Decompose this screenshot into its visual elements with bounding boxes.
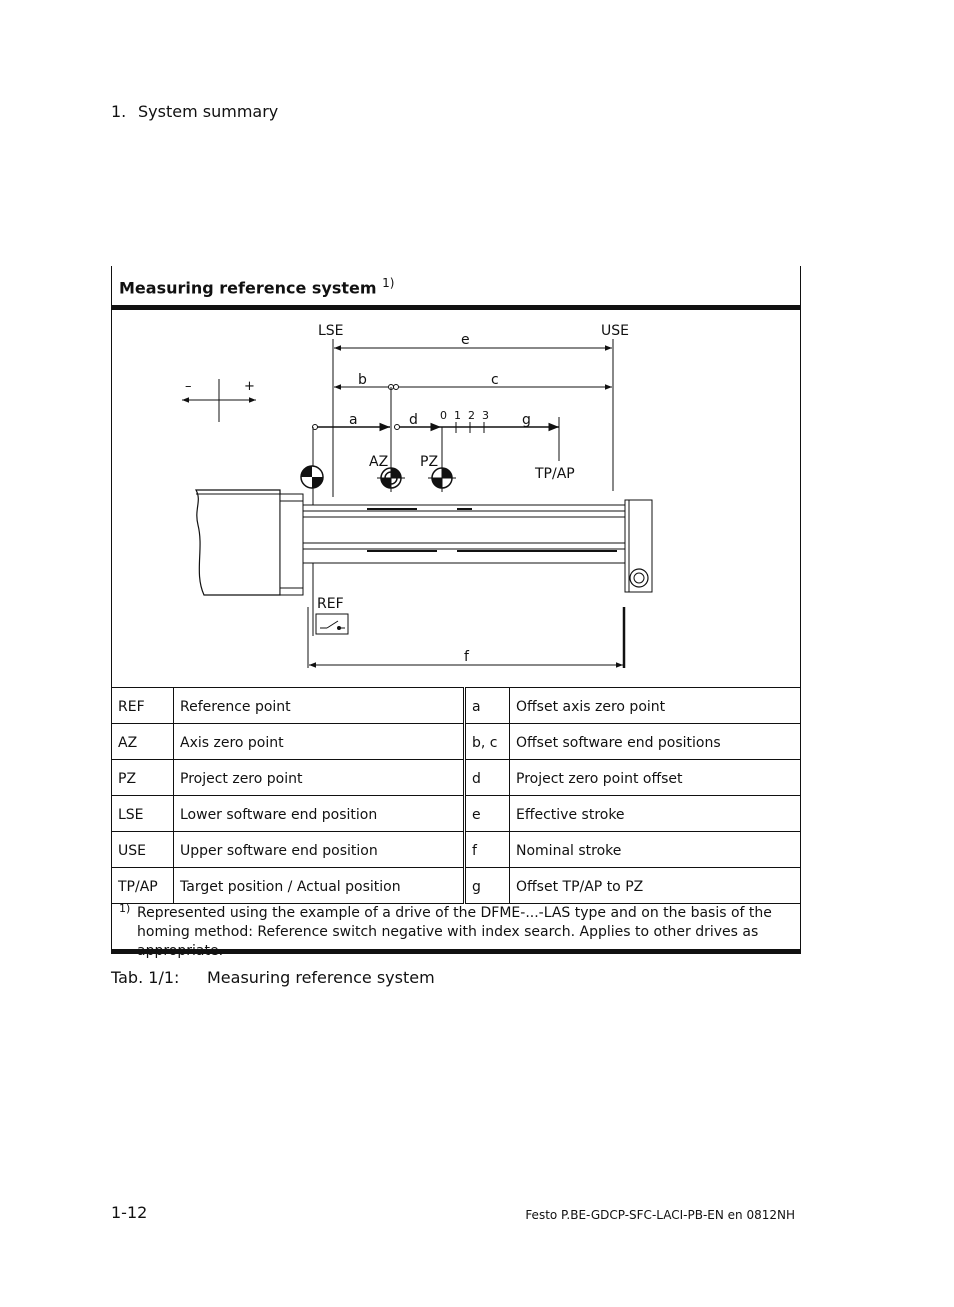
label-az: AZ xyxy=(369,454,389,470)
table-caption xyxy=(111,968,435,987)
legend-symbol-description: Effective stroke xyxy=(510,796,801,832)
label-e: e xyxy=(461,332,470,348)
label-use: USE xyxy=(601,323,629,339)
reference-system-diagram xyxy=(112,311,800,687)
legend-symbol: f xyxy=(465,832,510,868)
scale-0: 0 xyxy=(440,409,447,422)
label-f: f xyxy=(464,649,469,665)
box-title-footnote-mark: 1) xyxy=(382,276,395,290)
legend-table xyxy=(112,687,800,904)
scale-2: 2 xyxy=(468,409,475,422)
legend-abbr: PZ xyxy=(112,760,174,796)
reference-switch-icon xyxy=(316,614,348,634)
section-number: 1. xyxy=(111,102,127,121)
legend-abbr: TP/AP xyxy=(112,868,174,904)
legend-symbol-description: Offset TP/AP to PZ xyxy=(510,868,801,904)
legend-abbr: AZ xyxy=(112,724,174,760)
table-row xyxy=(112,760,800,796)
legend-symbol: g xyxy=(465,868,510,904)
legend-abbr: LSE xyxy=(112,796,174,832)
section-heading xyxy=(111,102,278,121)
legend-symbol: e xyxy=(465,796,510,832)
legend-symbol: b, c xyxy=(465,724,510,760)
label-b: b xyxy=(358,372,367,388)
section-title: System summary xyxy=(138,102,279,121)
legend-description: Axis zero point xyxy=(174,724,465,760)
caption-number: Tab. 1/1: xyxy=(111,968,180,987)
document-reference: Festo P.BE-GDCP-SFC-LACI-PB-EN en 0812NH xyxy=(525,1208,795,1222)
label-c: c xyxy=(491,372,499,388)
box-title xyxy=(119,276,394,297)
label-lse: LSE xyxy=(318,323,344,339)
box-title-text: Measuring reference system xyxy=(119,278,377,298)
legend-abbr: USE xyxy=(112,832,174,868)
footnote-text: Represented using the example of a drive of the DFME-...-LAS type and on the basis of the homing method: Reference switch negative with index search. Applies to other drives as xyxy=(137,905,772,940)
caption-text: Measuring reference system xyxy=(207,968,435,987)
table-row xyxy=(112,868,800,904)
label-g: g xyxy=(522,412,531,428)
legend-description: Reference point xyxy=(174,688,465,724)
legend-symbol-description: Offset axis zero point xyxy=(510,688,801,724)
legend-symbol: d xyxy=(465,760,510,796)
label-d: d xyxy=(409,412,418,428)
page-number: 1-12 xyxy=(111,1203,148,1222)
label-tpap: TP/AP xyxy=(535,466,575,482)
footnote-mark: 1) xyxy=(119,902,131,915)
dim-d-start xyxy=(395,425,400,430)
table-row xyxy=(112,832,800,868)
legend-symbol: a xyxy=(465,688,510,724)
legend-abbr: REF xyxy=(112,688,174,724)
legend-description: Upper software end position xyxy=(174,832,465,868)
legend-description: Target position / Actual position xyxy=(174,868,465,904)
title-rule xyxy=(112,305,800,310)
label-pz: PZ xyxy=(420,454,439,470)
table-row xyxy=(112,796,800,832)
label-plus: + xyxy=(244,379,255,394)
dim-c-start xyxy=(394,385,399,390)
bottom-rule xyxy=(112,949,800,954)
legend-description: Lower software end position xyxy=(174,796,465,832)
legend-symbol-description: Nominal stroke xyxy=(510,832,801,868)
reference-system-box xyxy=(111,266,801,954)
legend-symbol-description: Offset software end positions xyxy=(510,724,801,760)
ref-symbol-icon xyxy=(301,466,323,488)
label-minus: – xyxy=(185,379,192,394)
table-row xyxy=(112,724,800,760)
linear-drive-illustration xyxy=(196,490,652,595)
label-ref: REF xyxy=(317,596,344,612)
label-a: a xyxy=(349,412,358,428)
scale-1: 1 xyxy=(454,409,461,422)
legend-symbol-description: Project zero point offset xyxy=(510,760,801,796)
table-row xyxy=(112,688,800,724)
scale-3: 3 xyxy=(482,409,489,422)
legend-description: Project zero point xyxy=(174,760,465,796)
